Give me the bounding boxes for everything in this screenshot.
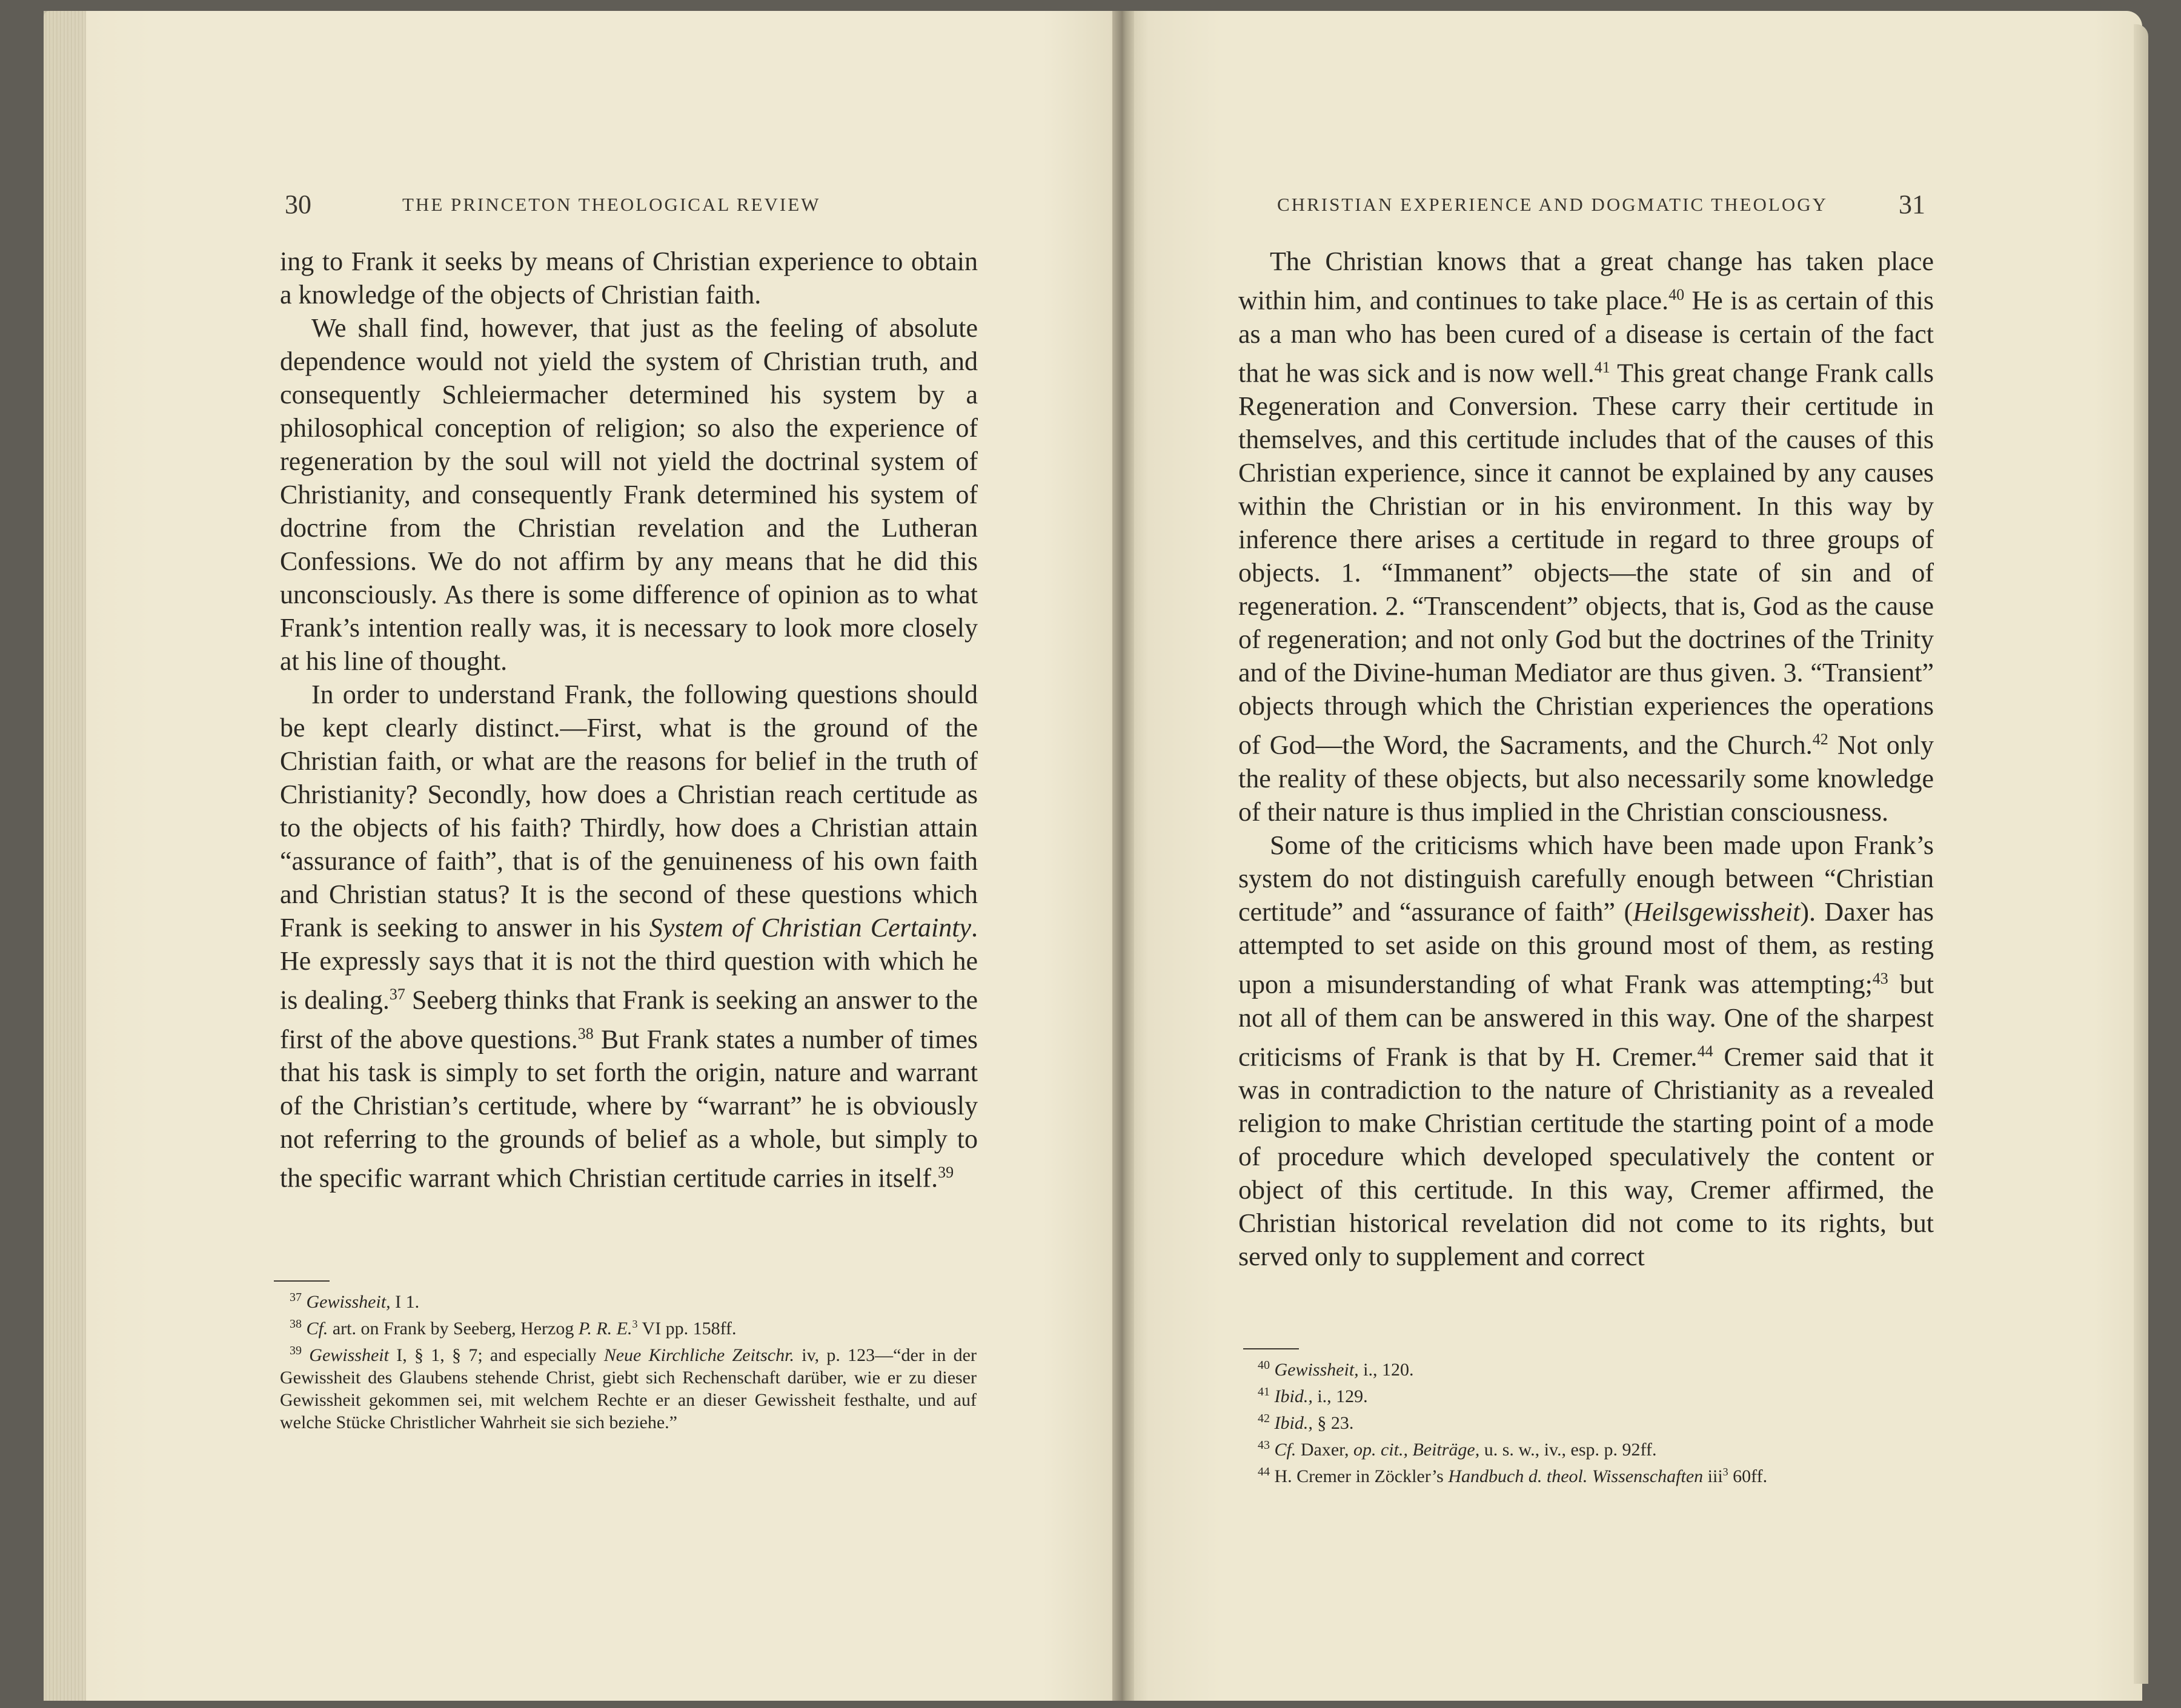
footnote-ref-37: 37 [389,985,405,1003]
left-running-head: THE PRINCETON THEOLOGICAL REVIEW [402,194,821,215]
left-page-number: 30 [285,190,311,219]
left-p3-text-a: In order to understand Frank, the following questions should be kept clearly distinct.—First, what is the ground of the Christian faith, or what are the reasons for belief in the truth of Christianity? Secondly, how does a Christian reach certitude as to the objects of his faith? Thirdly, how does a Christian attain “assurance of faith”, that is of the genuineness of his own faith and Christian status? It is the second of these questions which Frank is seeking to answer in his [280,680,978,942]
footnote-ref-40: 40 [1668,286,1685,303]
left-footnote-rule [274,1280,330,1282]
right-paragraph-1: The Christian knows that a great change has taken place within him, and continues to take place.$^{40}$ He is as certain of this as a man who has been cured of a disease is certain of the fact that he was sick and is now well.$^{41}$ This great change Frank calls Regeneration and Conversion. These carry their certitude in themselves, and this certitude includes that of the causes of this Christian experience, since it cannot be explained by any causes within the Christian or in his environment. In this way by inference there arises a certitude in regard to three groups of objects. 1. “Immanent” objects—the state of sin and of regeneration. 2. “Transcendent” objects, that is, God as the cause of regeneration; and not only God but the doctrines of the Trinity and of the Divine-human Mediator are thus given. 3. “Transient” objects through which the Christian experiences the operations of God—the Word, the Sacraments, and the Church.$^{42}$ Not only the reality of these objects, but also necessarily some knowledge of their nature is thus implied in the Christian consciousness. [1238,247,1934,827]
right-footnote-rule [1243,1348,1299,1349]
left-paragraph-2: We shall find, however, that just as the feeling of absolute dependence would not yield the system of Christian truth, and consequently Schleiermacher determined his system by a philosophical conception of religion; so also the experience of regeneration by the soul will not yield the doctrinal system of Christianity, and consequently Frank determined his system of doctrine from the Christian revelation and the Lutheran Confessions. We do not affirm by any means that he did this unconsciously. As there is some difference of opinion as to what Frank’s intention really was, it is necessary to look more closely at his line of thought. [280,313,978,676]
right-paragraph-2: Some of the criticisms which have been made upon Frank’s system do not distinguish carefully enough between “Christian certitude” and “assurance of faith” (Heilsgewissheit). Daxer has attempted to set aside on this ground most of them, as resting upon a misunderstanding of what Frank was attempting;$^{43}$ but not all of them can be answered in this way. One of the sharpest criticisms of Frank is that by H. Cremer.$^{44}$ Cremer said that it was in contradiction to the nature of Christianity as a revealed religion to make Christian certitude the starting point of a mode of procedure which developed speculatively the content or object of this certitude. In this way, Cremer affirmed, the Christian historical revelation did not come to its rights, but served only to supplement and correct [1238,830,1934,1272]
left-p3-text-b: . He expressly says that it is not the third question with which he is dealing. [280,913,978,1015]
right-running-head: CHRISTIAN EXPERIENCE AND DOGMATIC THEOLOGY [1277,194,1828,215]
footnote-ref-44: 44 [1697,1042,1713,1060]
page-edges-right [2134,24,2148,1684]
left-paragraph-1: ing to Frank it seeks by means of Christian experience to obtain a knowledge of the objects of Christian faith. [280,247,978,309]
left-p3-text-c: Seeberg thinks that Frank is seeking an answer to the first of the above questions. [280,985,978,1054]
left-body-text [280,245,978,1195]
right-footnotes [1248,1354,1944,1488]
footnote-38: $^{38}$ Cf. art. on Frank by Seeberg, Herzog P. R. E.$^3$ VI pp. 158ff. [290,1317,737,1339]
footnote-43: $^{43}$ Cf. Daxer, op. cit., Beiträge, u. s. w., iv., esp. p. 92ff. [1258,1438,1657,1460]
footnote-40: $^{40}$ Gewissheit, i., 120. [1258,1359,1414,1380]
left-footnotes [280,1286,977,1434]
footnote-44: $^{44}$ H. Cremer in Zöckler’s Handbuch d. theol. Wissenschaften iii$^3$ 60ff. [1258,1465,1768,1486]
footnote-39: $^{39}$ Gewissheit I, § 1, § 7; and especially Neue Kirchliche Zeitschr. iv, p. 123—“der in der Gewissheit des Glaubens stehende Christ, giebt sich Rechenschaft darüber, wie er zu dieser Gewissheit gekommen sei, mit welchem Rechte er an dieser Gewissheit festhalte, und auf welche Stücke Christlicher Wahrheit sie sich beziehe.” [280,1344,977,1432]
term-heilsgewissheit: Heilsgewissheit [1633,896,1801,927]
left-paragraph-3 [280,678,978,1195]
footnote-ref-39: 39 [938,1163,954,1182]
right-body-text [1238,245,1934,1273]
footnote-ref-41: 41 [1594,358,1610,376]
page-edges-left [44,11,86,1701]
book-gutter [1112,11,1134,1701]
footnote-ref-42: 42 [1812,730,1828,749]
left-p3-text-d: But Frank states a number of times that his task is simply to set forth the origin, nature and warrant of the Christian’s certitude, where by “warrant” he is obviously not referring to the grounds of belief as a whole, but simply to the specific warrant which Christian certitude carries in itself. [280,1024,978,1193]
book-title-system: System of Christian Certainty [649,913,972,942]
right-page-number: 31 [1899,190,1925,219]
footnote-ref-43: 43 [1872,969,1888,987]
footnote-37: $^{37}$ Gewissheit, I 1. [290,1291,420,1312]
footnote-42: $^{42}$ Ibid., § 23. [1258,1412,1354,1433]
footnote-ref-38: 38 [577,1024,594,1042]
footnote-41: $^{41}$ Ibid., i., 129. [1258,1385,1368,1406]
